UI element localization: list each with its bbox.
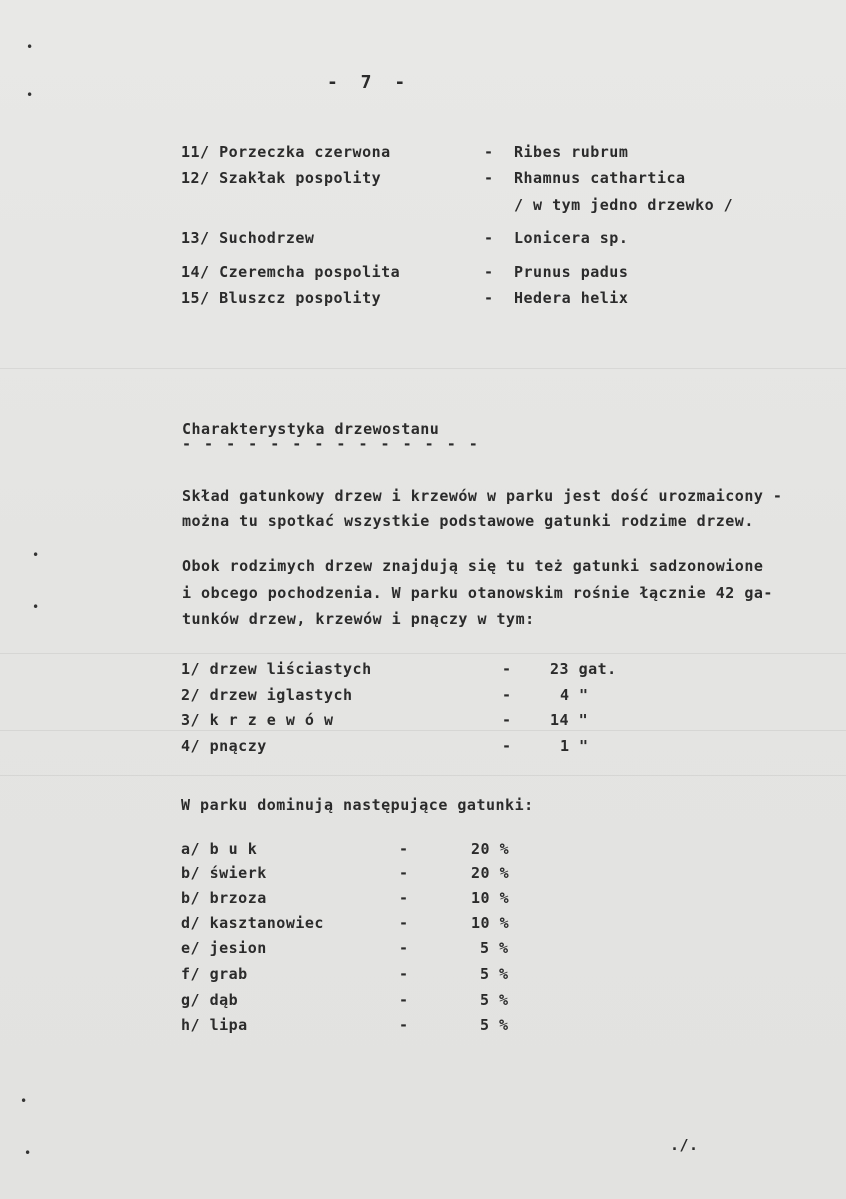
dominant-dash: - [399,914,409,932]
dominant-percent: 20 % [471,840,510,858]
dominant-dash: - [399,864,409,882]
dominant-dash: - [399,939,409,957]
binding-mark: • [32,600,40,614]
species-dash: - [484,143,494,161]
paragraph-line: Skład gatunkowy drzew i krzewów w parku jest dość urozmaicony - [182,487,783,505]
page-fold-line [0,653,846,654]
page-fold-line [0,775,846,776]
dominant-dash: - [399,889,409,907]
binding-mark: • [20,1094,28,1108]
continuation-mark: ./. [670,1136,699,1154]
paragraph-line: Obok rodzimych drzew znajdują się tu też gatunki sadzonowione [182,557,764,575]
category-label: 4/ pnączy [181,737,267,755]
section-heading: Charakterystyka drzewostanu [182,420,440,438]
category-count: 4 " [560,686,589,704]
species-latin: Lonicera sp. [514,229,629,247]
dominant-label: b/ brzoza [181,889,267,907]
dominant-percent: 5 % [480,1016,509,1034]
category-count: 23 gat. [550,660,617,678]
species-name: 11/ Porzeczka czerwona [181,143,391,161]
category-dash: - [502,737,512,755]
section-heading-underline: - - - - - - - - - - - - - - [182,435,480,453]
category-label: 2/ drzew iglastych [181,686,353,704]
species-dash: - [484,263,494,281]
dominant-dash: - [399,1016,409,1034]
page-number: - 7 - [327,72,412,93]
dominant-label: d/ kasztanowiec [181,914,324,932]
category-dash: - [502,686,512,704]
species-latin: Prunus padus [514,263,629,281]
category-dash: - [502,660,512,678]
dominant-percent: 20 % [471,864,510,882]
page-fold-line [0,730,846,731]
dominant-intro: W parku dominują następujące gatunki: [181,796,534,814]
species-note: / w tym jedno drzewko / [514,196,734,214]
category-count: 1 " [560,737,589,755]
page-fold-line [0,368,846,369]
binding-mark: • [24,1146,32,1160]
paragraph-line: można tu spotkać wszystkie podstawowe gatunki rodzime drzew. [182,512,754,530]
category-label: 3/ k r z e w ó w [181,711,334,729]
species-name: 13/ Suchodrzew [181,229,315,247]
dominant-percent: 5 % [480,939,509,957]
species-name: 15/ Bluszcz pospolity [181,289,382,307]
category-dash: - [502,711,512,729]
paragraph-line: i obcego pochodzenia. W parku otanowskim rośnie łącznie 42 ga- [182,584,773,602]
binding-mark: • [26,88,34,102]
dominant-label: b/ świerk [181,864,267,882]
species-dash: - [484,169,494,187]
species-latin: Rhamnus cathartica [514,169,686,187]
dominant-percent: 10 % [471,914,510,932]
dominant-percent: 5 % [480,965,509,983]
dominant-percent: 10 % [471,889,510,907]
dominant-label: f/ grab [181,965,248,983]
binding-mark: • [32,548,40,562]
dominant-dash: - [399,840,409,858]
category-label: 1/ drzew liściastych [181,660,372,678]
dominant-label: a/ b u k [181,840,258,858]
paragraph-line: tunków drzew, krzewów i pnączy w tym: [182,610,535,628]
dominant-percent: 5 % [480,991,509,1009]
species-name: 12/ Szakłak pospolity [181,169,382,187]
category-count: 14 " [550,711,589,729]
binding-mark: • [26,40,34,54]
species-name: 14/ Czeremcha pospolita [181,263,401,281]
dominant-dash: - [399,991,409,1009]
species-dash: - [484,289,494,307]
species-latin: Hedera helix [514,289,629,307]
dominant-label: h/ lipa [181,1016,248,1034]
dominant-label: g/ dąb [181,991,239,1009]
species-dash: - [484,229,494,247]
dominant-dash: - [399,965,409,983]
species-latin: Ribes rubrum [514,143,629,161]
dominant-label: e/ jesion [181,939,267,957]
